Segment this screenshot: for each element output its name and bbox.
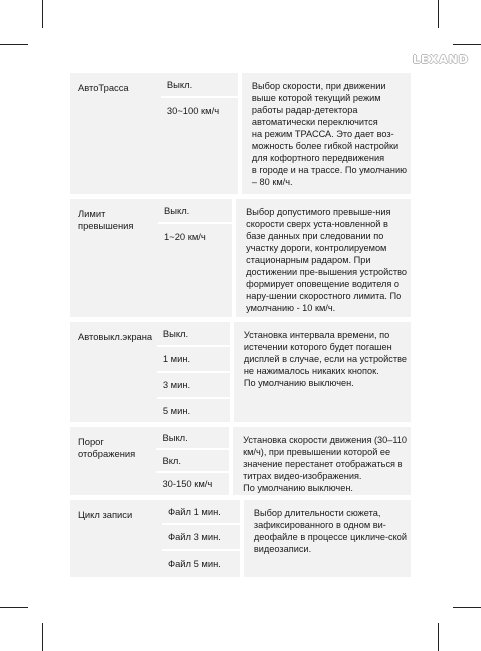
crop-mark (438, 623, 439, 651)
option-item: 3 мин. (157, 373, 230, 399)
crop-mark (453, 607, 481, 608)
option-item: 1 мин. (157, 347, 230, 373)
option-item: 30~100 км/ч (166, 105, 220, 116)
setting-name: Автовыкл.экрана (78, 331, 153, 342)
table-row (70, 427, 411, 495)
option-item: Выкл. (156, 427, 229, 450)
option-item: 5 мин. (162, 404, 191, 416)
table-row (70, 73, 411, 194)
brand-logo: LEXAND (413, 53, 469, 66)
table-row (70, 500, 411, 577)
options-list (158, 199, 232, 317)
setting-name: АвтоТрасса (78, 82, 129, 93)
setting-description: Выбор скорости, при движении выше которой текущий режим работы радар-детектора автоматически переключится на режим ТРАССА. Это дает воз- можность более гибкой настройки для кофортного передвижения в городе и на трассе. По умолчанию – 80 км/ч. (251, 81, 408, 187)
option-item: Файл 5 мин. (167, 558, 221, 569)
crop-mark (438, 0, 439, 28)
crop-mark (42, 0, 43, 28)
options-list (161, 73, 238, 194)
option-item: Выкл. (157, 322, 230, 347)
setting-description: Установка интервала времени, по истечении которого будет погашен дисплей в случае, если на устройстве не нажималось никаких кнопок. По умолчанию выключен. (243, 330, 407, 388)
setting-description: Выбор длительности сюжета, зафиксированного в одном ви- деофайле в процессе цикличе-ской видеозаписи. (253, 508, 407, 554)
setting-name: Лимит превышения (78, 208, 134, 231)
setting-description: Установка скорости движения (30–110 км/ч), при превышении которой ее значение перестанет отображаться в титрах видео-изображения. По умолчанию выключен. (243, 435, 408, 493)
option-item: Файл 3 мин. (162, 525, 240, 551)
table-row (70, 322, 411, 422)
crop-mark (453, 44, 481, 45)
setting-description: Выбор допустимого превыше-ния скорости сверх уста-новленной в базе данных при следовании по участку дороги, контролируемом стационарным радаром. При достижении пре-вышения устройство формирует оповещение водителя о нару-шении скоростного лимита. По умолчанию - 10 км/ч. (246, 207, 407, 313)
settings-table (70, 73, 411, 582)
crop-mark (0, 607, 28, 608)
option-item: Файл 1 мин. (162, 500, 240, 525)
options-list (157, 322, 230, 422)
options-list (156, 427, 229, 495)
option-item: Выкл. (158, 199, 232, 224)
options-list (162, 500, 240, 577)
table-row (70, 199, 411, 317)
crop-mark (42, 623, 43, 651)
setting-name: Порог отображения (78, 436, 136, 459)
setting-name: Цикл записи (78, 509, 133, 520)
option-item: 1~20 км/ч (164, 231, 206, 242)
crop-mark (0, 44, 28, 45)
option-item: Выкл. (161, 73, 238, 98)
option-item: 30-150 км/ч (162, 478, 213, 489)
option-item: Вкл. (156, 450, 229, 473)
